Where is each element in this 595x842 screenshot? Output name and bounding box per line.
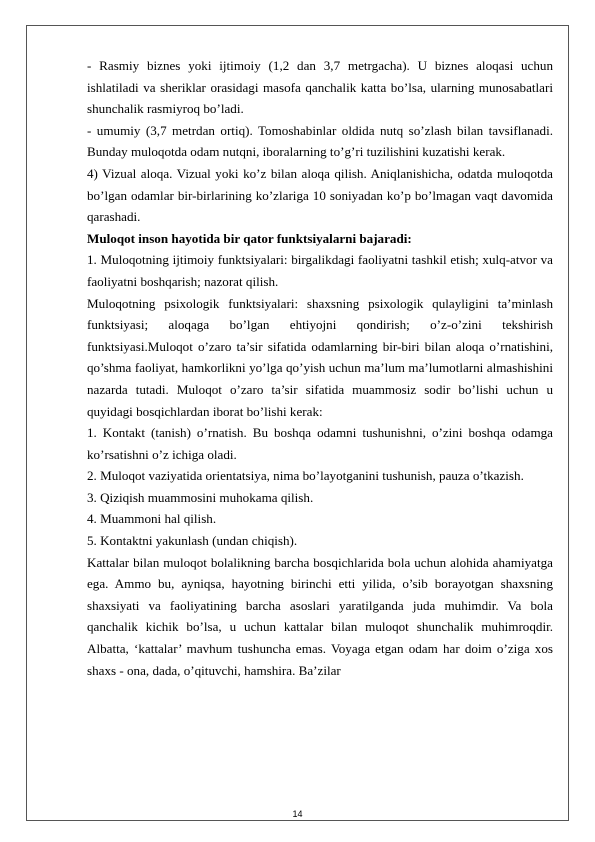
list-item-orientation: 2. Muloqot vaziyatida orientatsiya, nima bo’layotganini tushunish, pauza o’tkazish. (87, 468, 524, 484)
section-heading: Muloqot inson hayotida bir qator funktsiyalarni bajaradi: (87, 230, 412, 246)
list-item-solution: 4. Muammoni hal qilish. (87, 511, 217, 527)
paragraph-adult-communication: Kattalar bilan muloqot bolalikning barcha bosqichlarida bola uchun alohida ahamiyatga ega. Ammo bu, ayniqsa, hayotning birinchi etti yilida, o’sib borayotgan shaxsning shaxsiyati va faoliyatining barcha asoslari yaratilganda juda muhimdir. Va bola qanchalik kichik bo’lsa, u uchun kattalar bilan muloqot shunchalik muhimroqdir. Albatta, ‘kattalar’ mavhum tushuncha emas. Voyaga etgan odam har doim o’ziga xos shaxs - ona, dada, o’qituvchi, hamshira. Ba’zilar (87, 554, 553, 678)
list-item-completion: 5. Kontaktni yakunlash (undan chiqish). (87, 533, 298, 549)
list-item-contact: 1. Kontakt (tanish) o’rnatish. Bu boshqa odamni tushunishni, o’zini boshqa odamga ko’rsatishni o’z ichiga oladi. (87, 425, 553, 462)
paragraph-visual-contact: 4) Vizual aloqa. Vizual yoki ko’z bilan aloqa qilish. Aniqlanishicha, odatda muloqotda bo’lgan odamlar bir-birlarining ko’zlariga 10 soniyadan ko’p bo’lmagan vaqt davomida qarashadi. (87, 165, 553, 225)
paragraph-business-distance: - Rasmiy biznes yoki ijtimoiy (1,2 dan 3,7 metrgacha). U biznes aloqasi uchun ishlatiladi va sheriklar orasidagi masofa qanchalik katta bo’lsa, ularning munosabatlari shunchalik rasmiyroq bo’ladi. (87, 58, 553, 117)
paragraph-public-distance: - umumiy (3,7 metrdan ortiq). Tomoshabinlar oldida nutq so’zlash bilan tavsiflanadi. Bunday muloqotda odam nutqni, iboralarning to’g’ri tuzilishini kuzatishi kerak. (87, 122, 553, 160)
paragraph-psychological-functions: Muloqotning psixologik funktsiyalari: shaxsning psixologik qulayligini ta’minlash funktsiyasi; aloqaga bo’lgan ehtiyojni qondirish; o’z-o’zini tekshirish funktsiyasi.Muloqot o’zaro ta’sir sifatida odamlarning bir-biri bilan aloqa o’rnatishini, qo’shma faoliyat, hamkorlikni yo’lga qo’yish uchun ma’lum ma’lumotlarni almashishini nazarda tutadi. Muloqot o’zaro ta’sir sifatida muammosiz sodir bo’lishi uchun u quyidagi bosqichlardan iborat bo’lishi kerak: (87, 295, 553, 419)
list-item-discussion: 3. Qiziqish muammosini muhokama qilish. (87, 489, 314, 505)
page-number: 14 (292, 809, 303, 819)
paragraph-social-functions: 1. Muloqotning ijtimoiy funktsiyalari: birgalikdagi faoliyatni tashkil etish; xulq-atvor va faoliyatni boshqarish; nazorat qilish. (87, 252, 553, 289)
document-body (87, 55, 553, 681)
